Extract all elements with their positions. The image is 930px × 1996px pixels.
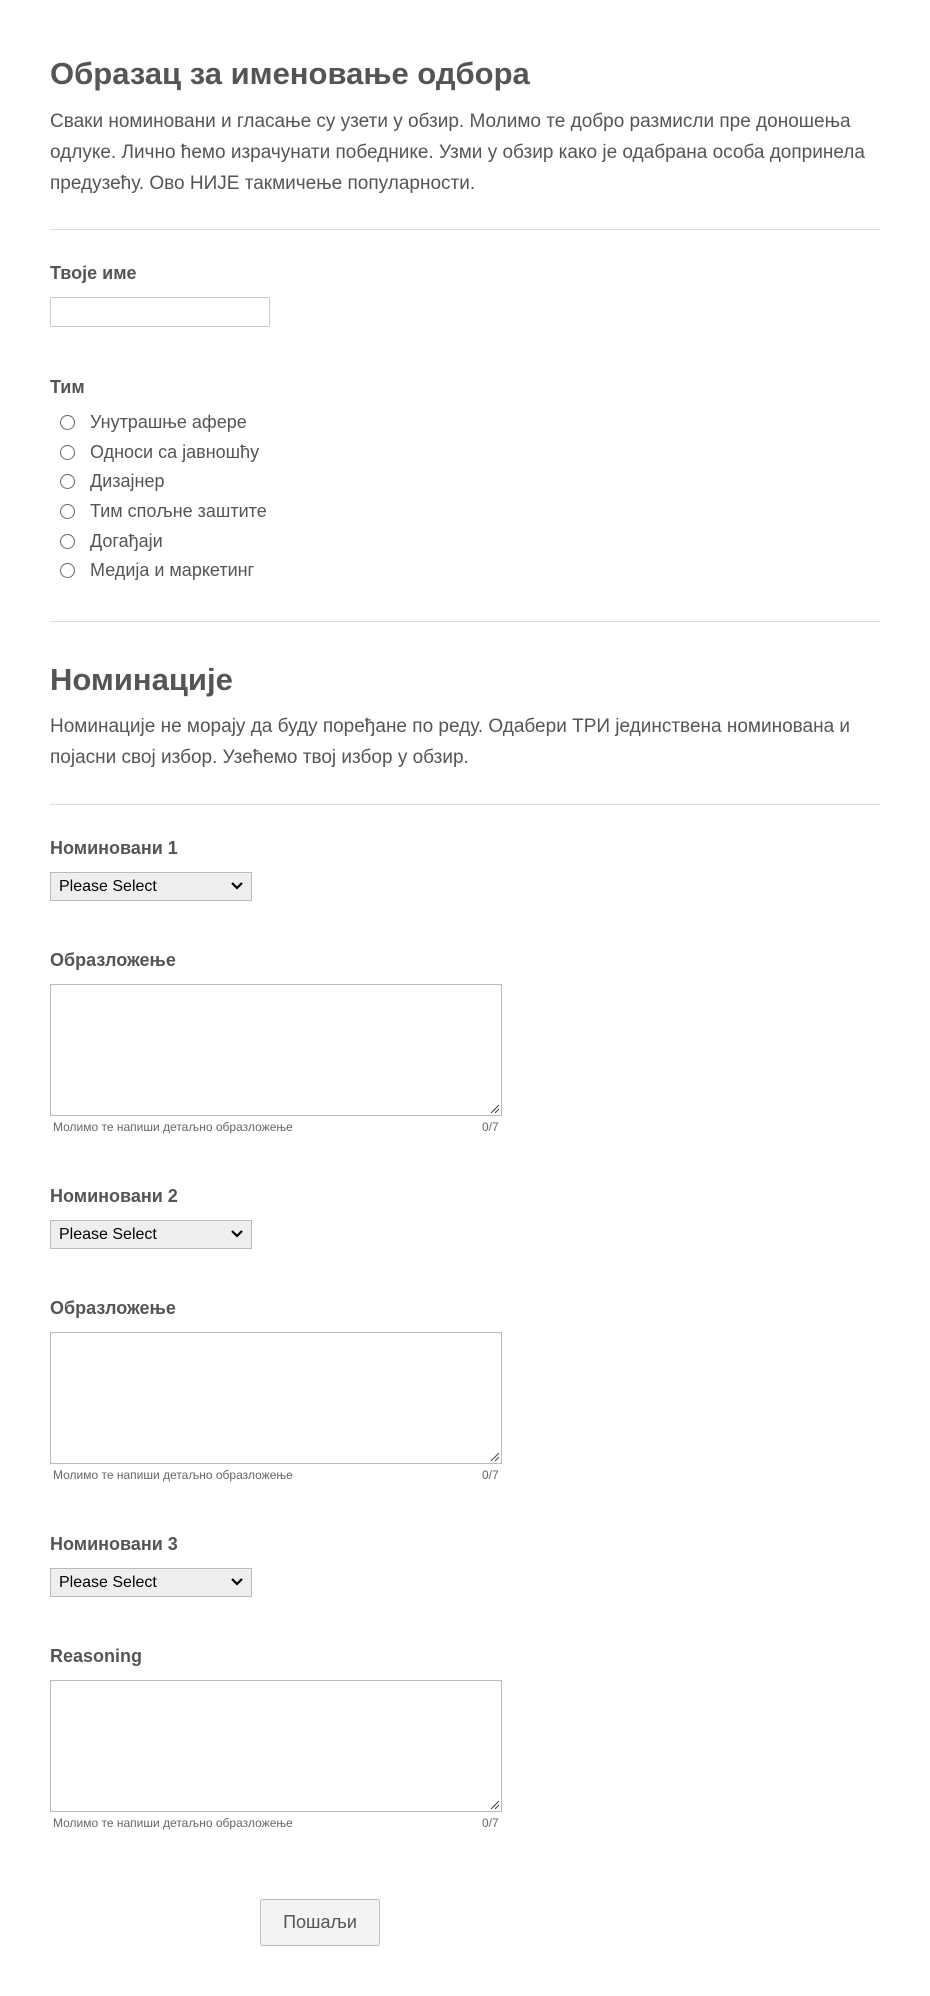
team-option[interactable] bbox=[60, 440, 259, 464]
nominee-1-select[interactable] bbox=[50, 872, 252, 901]
nominee-2-select-value: Please Select bbox=[59, 1225, 157, 1243]
name-input[interactable] bbox=[50, 297, 270, 327]
divider bbox=[50, 621, 880, 622]
nominations-description: Номинације не морају да буду поређане по реду. Одабери ТРИ јединствена номинована и појасни свој избор. Узећемо твој избор у обзир. bbox=[50, 716, 851, 768]
divider bbox=[50, 229, 880, 230]
nominee-2-hint: Молимо те напиши детаљно образложење bbox=[53, 1468, 293, 1482]
nominee-1-char-count: 0/7 bbox=[482, 1120, 499, 1134]
resize-grip-icon[interactable] bbox=[488, 1102, 500, 1114]
team-option[interactable] bbox=[60, 469, 164, 493]
team-option[interactable] bbox=[60, 410, 247, 434]
nominee-2-char-count: 0/7 bbox=[482, 1468, 499, 1482]
team-option-label: Догађаји bbox=[90, 530, 163, 551]
team-option-label: Односи са јавношћу bbox=[90, 441, 260, 462]
team-option[interactable] bbox=[60, 499, 267, 523]
team-option-label: Дизајнер bbox=[90, 470, 165, 491]
team-option-label: Тим спољне заштите bbox=[90, 500, 267, 521]
nominee-1-hint: Молимо те напиши детаљно образложење bbox=[53, 1120, 293, 1134]
nominee-2-reason-textarea[interactable] bbox=[50, 1332, 502, 1464]
nominee-3-reason-label: Reasoning bbox=[50, 1646, 143, 1666]
team-option-label: Унутрашње афере bbox=[90, 411, 247, 432]
resize-grip-icon[interactable] bbox=[488, 1450, 500, 1462]
nominee-3-select[interactable] bbox=[50, 1568, 252, 1597]
name-label: Твоје име bbox=[50, 263, 137, 283]
nominee-2-label: Номиновани 2 bbox=[50, 1186, 178, 1206]
form-description: Сваки номиновани и гласање су узети у обзир. Молимо те добро размисли пре доношења одлуке. Лично ћемо израчунати победнике. Узми у обзир како је одабрана особа допринела предузећу. Ово НИЈЕ такмичење популарности. bbox=[50, 111, 865, 194]
team-option[interactable] bbox=[60, 529, 163, 553]
chevron-down-icon bbox=[230, 1226, 244, 1240]
chevron-down-icon bbox=[230, 878, 244, 892]
radio-button[interactable] bbox=[60, 474, 75, 489]
resize-grip-icon[interactable] bbox=[488, 1798, 500, 1810]
chevron-down-icon bbox=[230, 1574, 244, 1588]
nominee-2-select[interactable] bbox=[50, 1220, 252, 1249]
radio-button[interactable] bbox=[60, 415, 75, 430]
nominee-2-reason-label: Образложење bbox=[50, 1298, 176, 1318]
radio-button[interactable] bbox=[60, 504, 75, 519]
nominee-3-select-value: Please Select bbox=[59, 1573, 157, 1591]
nominee-3-char-count: 0/7 bbox=[482, 1816, 499, 1830]
team-option-label: Медија и маркетинг bbox=[90, 559, 255, 580]
nominee-3-hint: Молимо те напиши детаљно образложење bbox=[53, 1816, 293, 1830]
radio-button[interactable] bbox=[60, 563, 75, 578]
divider bbox=[50, 804, 880, 805]
nominations-title: Номинације bbox=[50, 662, 233, 697]
submit-button[interactable]: Пошаљи bbox=[260, 1899, 380, 1946]
nominee-1-reason-label: Образложење bbox=[50, 950, 176, 970]
nominee-3-label: Номиновани 3 bbox=[50, 1534, 178, 1554]
team-option[interactable] bbox=[60, 558, 254, 582]
nominee-1-select-value: Please Select bbox=[59, 877, 157, 895]
radio-button[interactable] bbox=[60, 534, 75, 549]
nominee-3-reason-textarea[interactable] bbox=[50, 1680, 502, 1812]
nominee-1-reason-textarea[interactable] bbox=[50, 984, 502, 1116]
form-title: Образац за именовање одбора bbox=[50, 56, 530, 91]
nominee-1-label: Номиновани 1 bbox=[50, 838, 178, 858]
radio-button[interactable] bbox=[60, 445, 75, 460]
team-label: Тим bbox=[50, 377, 85, 397]
